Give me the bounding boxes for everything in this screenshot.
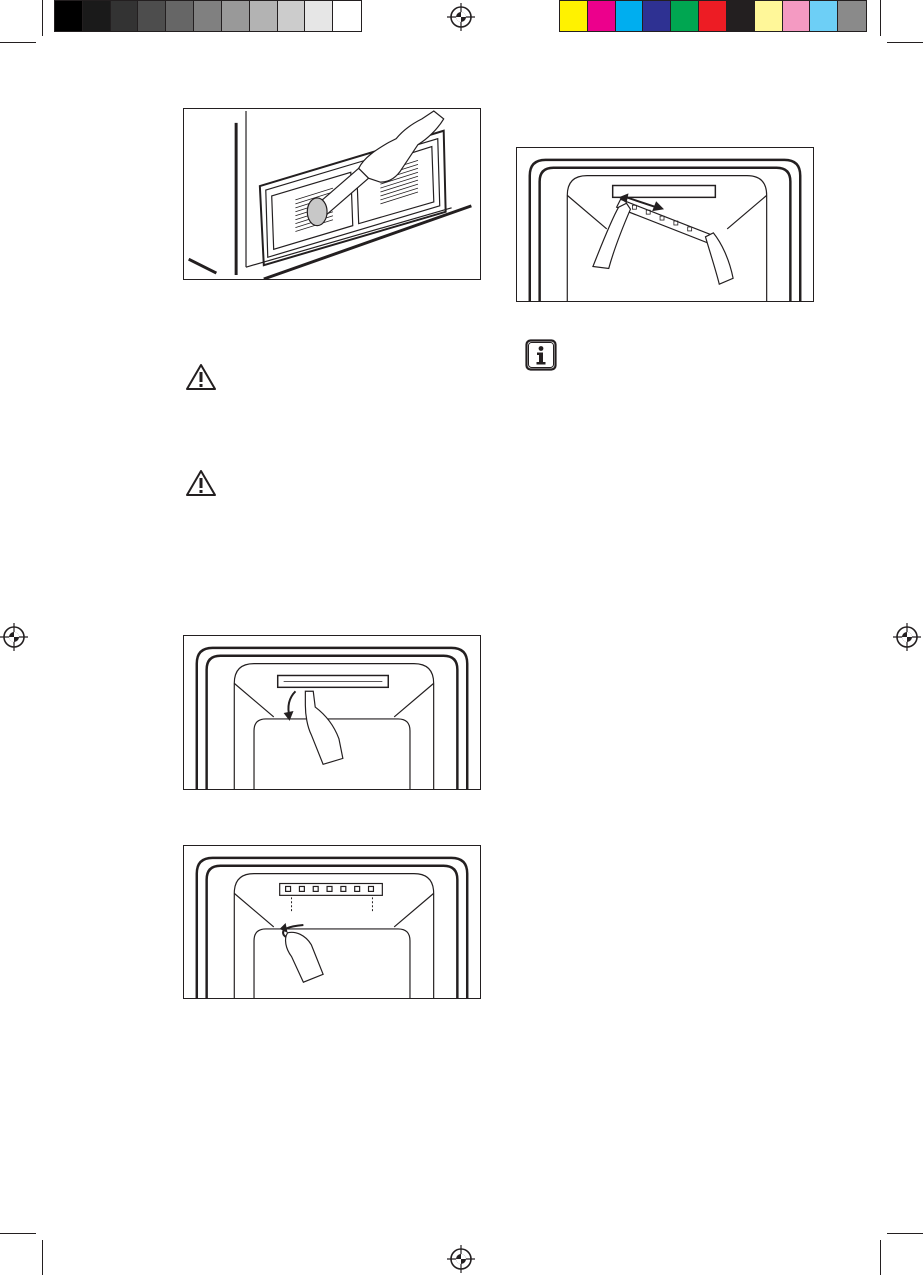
calibration-swatch <box>194 1 222 31</box>
calibration-swatch <box>560 1 588 31</box>
crop-mark <box>0 42 36 43</box>
calibration-swatch <box>83 1 111 31</box>
crop-mark <box>42 0 43 36</box>
calibration-swatch <box>643 1 671 31</box>
figure-lamp-cover-slide <box>183 635 481 790</box>
calibration-swatch <box>166 1 194 31</box>
calibration-swatch <box>305 1 333 31</box>
crop-mark <box>880 1240 881 1275</box>
calibration-swatch <box>111 1 139 31</box>
calibration-swatch <box>616 1 644 31</box>
registration-mark-icon <box>0 623 28 651</box>
crop-mark <box>887 1233 923 1234</box>
calibration-swatch <box>250 1 278 31</box>
calibration-swatch <box>222 1 250 31</box>
figure-lamp-cover-lower <box>183 845 481 999</box>
calibration-swatch <box>783 1 811 31</box>
calibration-swatch <box>55 1 83 31</box>
crop-mark <box>0 1233 36 1234</box>
calibration-swatch <box>588 1 616 31</box>
crop-mark <box>880 0 881 36</box>
registration-mark-icon <box>447 3 475 31</box>
calibration-swatch <box>671 1 699 31</box>
figure-vacuum-condenser <box>183 108 481 280</box>
calibration-swatch <box>333 1 361 31</box>
calibration-swatch <box>278 1 306 31</box>
calibration-swatch <box>838 1 866 31</box>
warning-triangle-icon <box>185 468 217 498</box>
figure-led-strip-remove <box>516 147 814 302</box>
crop-mark <box>887 42 923 43</box>
calibration-swatch <box>727 1 755 31</box>
color-calibration-bar <box>559 0 867 32</box>
calibration-swatch <box>699 1 727 31</box>
crop-mark <box>42 1240 43 1275</box>
warning-triangle-icon <box>185 362 217 392</box>
info-icon <box>525 339 557 371</box>
grayscale-calibration-bar <box>54 0 362 32</box>
calibration-swatch <box>810 1 838 31</box>
calibration-swatch <box>755 1 783 31</box>
registration-mark-icon <box>447 1245 475 1273</box>
registration-mark-icon <box>893 623 921 651</box>
calibration-swatch <box>138 1 166 31</box>
